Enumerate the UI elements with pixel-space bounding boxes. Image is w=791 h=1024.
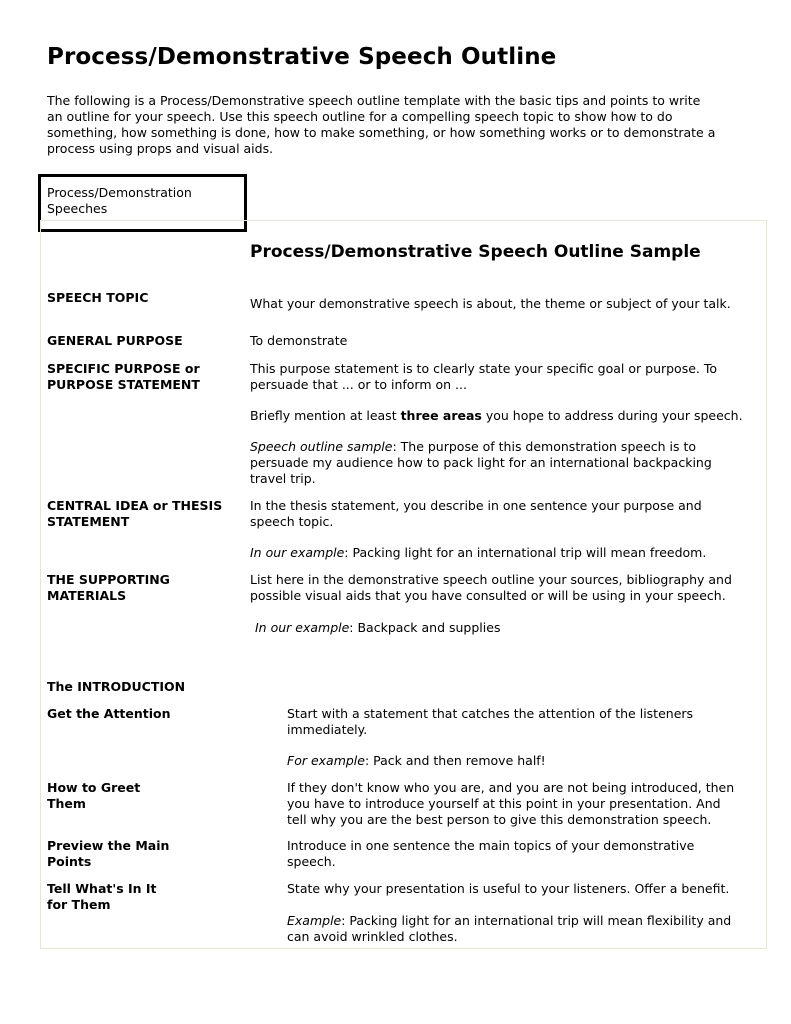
preview-label [47,838,169,870]
text-segment: : Packing light for an international trip will mean freedom. [344,545,707,560]
text-line [287,913,731,929]
category-box-line: Speeches [47,201,108,216]
supporting-materials-example [255,620,500,636]
text-segment: : The purpose of this demonstration speech is to [392,439,697,454]
text-line: To demonstrate [250,333,348,348]
text-segment: you hope to address during your speech. [481,408,743,423]
text-line [287,753,546,769]
label-line: Points [47,854,92,869]
text-line: What your demonstrative speech is about, the theme or subject of your talk. [250,296,731,311]
text-segment: : Backpack and supplies [349,620,501,635]
attention-example [287,753,546,769]
text-line: tell why you are the best person to give this demonstration speech. [287,812,712,827]
text-line: Start with a statement that catches the attention of the listeners [287,706,694,721]
text-line: persuade my audience how to pack light for an international backpacking [250,455,712,470]
label-line: SPECIFIC PURPOSE or [47,361,200,376]
text-segment: : Packing light for an international trip will mean flexibility and [341,913,732,928]
label-line: Preview the Main [47,838,170,853]
general-purpose-text [250,333,347,349]
sample-title: Process/Demonstrative Speech Outline Sample [250,242,701,262]
text-line [250,545,706,561]
general-purpose-label: GENERAL PURPOSE [47,333,183,348]
text-line: State why your presentation is useful to your listeners. Offer a benefit. [287,881,730,896]
preview-text [287,838,694,870]
specific-purpose-areas [250,408,743,424]
tell-text [287,881,729,897]
text-line: immediately. [287,722,368,737]
text-line: travel trip. [250,471,316,486]
attention-label: Get the Attention [47,706,171,721]
category-box-line: Process/Demonstration [47,185,192,200]
supporting-materials-text [250,572,732,604]
greet-label [47,780,140,812]
introduction-heading: The INTRODUCTION [47,679,186,694]
specific-purpose-text [250,361,717,393]
text-line [250,439,712,455]
supporting-materials-label [47,572,170,604]
text-line [250,408,743,424]
label-line: Them [47,796,86,811]
specific-purpose-sample [250,439,712,487]
italic-text: Speech outline sample [250,439,393,454]
emphasis-text: three areas [400,408,482,423]
text-line: persuade that ... or to inform on ... [250,377,467,392]
text-line: speech. [287,854,336,869]
text-line: you have to introduce yourself at this point in your presentation. And [287,796,721,811]
text-segment: : Pack and then remove half! [364,753,546,768]
central-idea-example [250,545,706,561]
intro-paragraph [47,93,759,157]
label-line: PURPOSE STATEMENT [47,377,200,392]
label-line: for Them [47,897,111,912]
text-line: List here in the demonstrative speech outline your sources, bibliography and [250,572,732,587]
intro-line: The following is a Process/Demonstrative speech outline template with the basic tips and points to write [47,93,701,108]
text-line: speech topic. [250,514,334,529]
tell-label [47,881,157,913]
page-title: Process/Demonstrative Speech Outline [47,44,557,70]
text-line: Introduce in one sentence the main topics of your demonstrative [287,838,695,853]
italic-text: In our example [255,620,350,635]
text-line: can avoid wrinkled clothes. [287,929,458,944]
intro-line: process using props and visual aids. [47,141,274,156]
label-line: STATEMENT [47,514,130,529]
central-idea-text [250,498,702,530]
specific-purpose-label [47,361,200,393]
label-line: Tell What's In It [47,881,157,896]
italic-text: Example [287,913,342,928]
speech-topic-label: SPEECH TOPIC [47,290,149,305]
tell-example [287,913,731,945]
text-line: This purpose statement is to clearly state your specific goal or purpose. To [250,361,718,376]
text-line: In the thesis statement, you describe in one sentence your purpose and [250,498,702,513]
speech-topic-text [250,296,731,312]
label-line: CENTRAL IDEA or THESIS [47,498,223,513]
text-segment: Briefly mention at least [250,408,401,423]
attention-text [287,706,693,738]
text-line: possible visual aids that you have consulted or will be using in your speech. [250,588,726,603]
italic-text: For example [287,753,365,768]
central-idea-label [47,498,222,530]
intro-line: an outline for your speech. Use this speech outline for a compelling speech topic to show how to do [47,109,673,124]
greet-text [287,780,734,828]
text-line: If they don't know who you are, and you are not being introduced, then [287,780,735,795]
label-line: THE SUPPORTING [47,572,170,587]
intro-line: something, how something is done, how to make something, or how something works or to demonstrate a [47,125,716,140]
label-line: How to Greet [47,780,141,795]
text-line [255,620,500,636]
label-line: MATERIALS [47,588,127,603]
italic-text: In our example [250,545,345,560]
